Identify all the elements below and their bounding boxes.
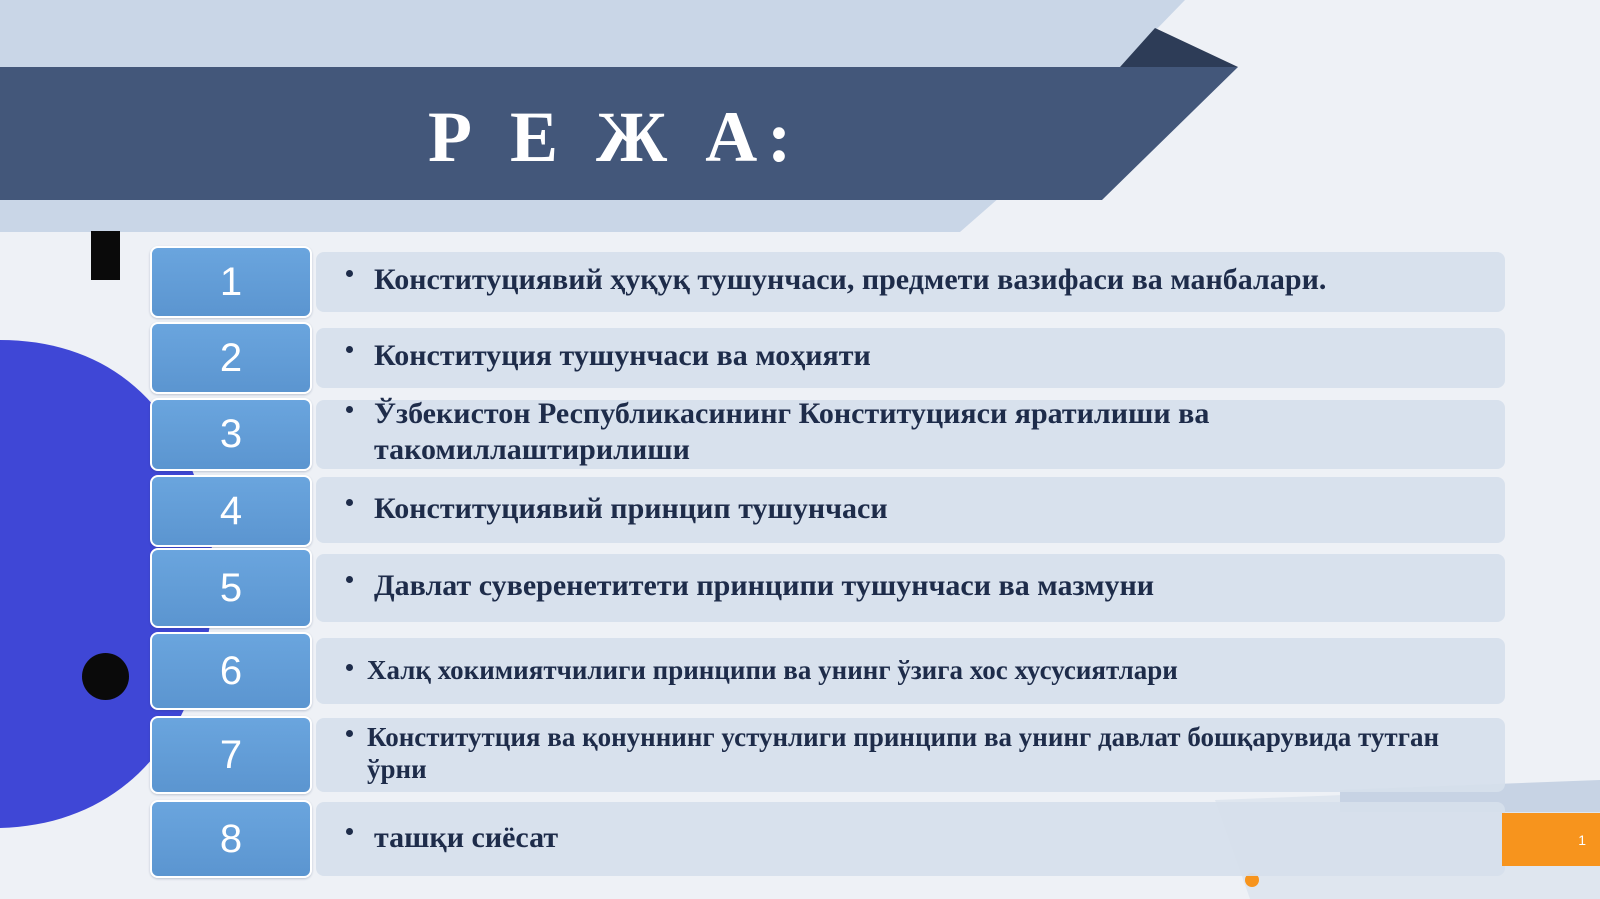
- item-text: Давлат суверенетитети принципи тушунчаси ва мазмуни: [374, 569, 1155, 602]
- item-text: Халқ хокимиятчилиги принципи ва унинг ўзига хос хусусиятлари: [367, 655, 1178, 685]
- item-text: Конституциявий принцип тушунчаси: [374, 492, 888, 525]
- list-item: [150, 322, 1505, 394]
- page-number-badge: 1: [1502, 813, 1600, 866]
- bullet-icon: [346, 828, 353, 835]
- item-text: Конституциявий ҳуқуқ тушунчаси, предмети вазифаси ва манбалари.: [374, 263, 1327, 296]
- list-item: [150, 475, 1505, 547]
- item-text: Конститутция ва қонуннинг устунлиги принципи ва унинг давлат бошқарувида тутган ўрни: [367, 722, 1440, 784]
- list-item: [150, 632, 1505, 710]
- item-number: 6: [150, 632, 312, 710]
- bullet-icon: [346, 576, 353, 583]
- item-number: 4: [150, 475, 312, 547]
- bullet-icon: [346, 730, 353, 737]
- item-number: 2: [150, 322, 312, 394]
- bullet-icon: [346, 270, 353, 277]
- item-number: 8: [150, 800, 312, 878]
- list-item: [150, 548, 1505, 628]
- item-text: Ўзбекистон Республикасининг Конституцияси яратилиши ва такомиллаштирилиши: [374, 397, 1210, 466]
- list-item: [150, 246, 1505, 318]
- bullet-icon: [346, 499, 353, 506]
- bullet-icon: [346, 346, 353, 353]
- item-number: 5: [150, 548, 312, 628]
- black-marker: [91, 231, 120, 280]
- black-dot: [82, 653, 129, 700]
- item-text: Конституция тушунчаси ва моҳияти: [374, 339, 871, 372]
- list-item: [150, 398, 1505, 471]
- bullet-icon: [346, 664, 353, 671]
- item-number: 7: [150, 716, 312, 794]
- item-number: 3: [150, 398, 312, 471]
- list-item: [150, 716, 1505, 794]
- slide-title: Р Е Ж А:: [428, 97, 802, 177]
- bullet-icon: [346, 406, 353, 413]
- item-text: ташқи сиёсат: [374, 821, 559, 854]
- item-number: 1: [150, 246, 312, 318]
- list-item: [150, 800, 1505, 878]
